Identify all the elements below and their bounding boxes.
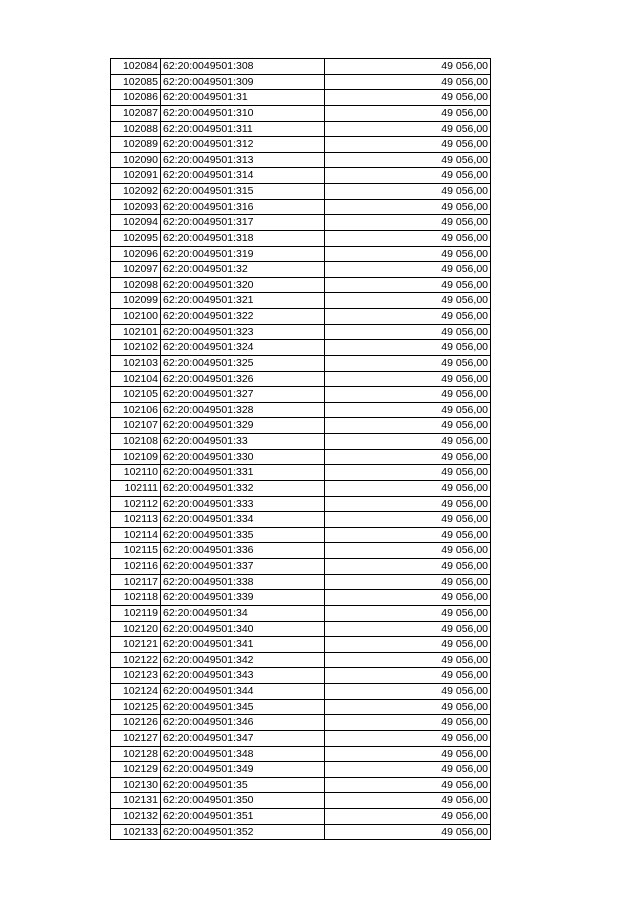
- cadastral-number-cell: 62:20:0049501:314: [161, 168, 325, 184]
- cadastral-number-cell: 62:20:0049501:322: [161, 309, 325, 325]
- cadastral-value-cell: 49 056,00: [325, 199, 491, 215]
- row-number-cell: 102133: [111, 824, 161, 840]
- row-number-cell: 102097: [111, 262, 161, 278]
- cadastral-value-cell: 49 056,00: [325, 793, 491, 809]
- cadastral-number-cell: 62:20:0049501:337: [161, 559, 325, 575]
- row-number-cell: 102088: [111, 121, 161, 137]
- row-number-cell: 102118: [111, 590, 161, 606]
- row-number-cell: 102131: [111, 793, 161, 809]
- cadastral-number-cell: 62:20:0049501:346: [161, 715, 325, 731]
- cadastral-number-cell: 62:20:0049501:308: [161, 59, 325, 75]
- cadastral-value-cell: 49 056,00: [325, 90, 491, 106]
- cadastral-value-cell: 49 056,00: [325, 449, 491, 465]
- row-number-cell: 102119: [111, 605, 161, 621]
- cadastral-value-cell: 49 056,00: [325, 512, 491, 528]
- cadastral-number-cell: 62:20:0049501:316: [161, 199, 325, 215]
- cadastral-number-cell: 62:20:0049501:333: [161, 496, 325, 512]
- cadastral-number-cell: 62:20:0049501:351: [161, 809, 325, 825]
- row-number-cell: 102130: [111, 777, 161, 793]
- cadastral-value-cell: 49 056,00: [325, 387, 491, 403]
- row-number-cell: 102127: [111, 730, 161, 746]
- cadastral-number-cell: 62:20:0049501:328: [161, 402, 325, 418]
- table-row: [111, 324, 491, 340]
- cadastral-value-cell: 49 056,00: [325, 465, 491, 481]
- cadastral-number-cell: 62:20:0049501:352: [161, 824, 325, 840]
- cadastral-value-cell: 49 056,00: [325, 137, 491, 153]
- cadastral-number-cell: 62:20:0049501:327: [161, 387, 325, 403]
- table-row: [111, 746, 491, 762]
- cadastral-number-cell: 62:20:0049501:341: [161, 637, 325, 653]
- table-row: [111, 105, 491, 121]
- row-number-cell: 102126: [111, 715, 161, 731]
- cadastral-number-cell: 62:20:0049501:330: [161, 449, 325, 465]
- cadastral-number-cell: 62:20:0049501:325: [161, 355, 325, 371]
- cadastral-value-cell: 49 056,00: [325, 809, 491, 825]
- cadastral-number-cell: 62:20:0049501:343: [161, 668, 325, 684]
- row-number-cell: 102113: [111, 512, 161, 528]
- cadastral-value-cell: 49 056,00: [325, 699, 491, 715]
- table-row: [111, 465, 491, 481]
- cadastral-number-cell: 62:20:0049501:334: [161, 512, 325, 528]
- table-row: [111, 824, 491, 840]
- row-number-cell: 102098: [111, 277, 161, 293]
- cadastral-number-cell: 62:20:0049501:320: [161, 277, 325, 293]
- table-row: [111, 309, 491, 325]
- table-row: [111, 74, 491, 90]
- cadastral-number-cell: 62:20:0049501:313: [161, 152, 325, 168]
- cadastral-value-cell: 49 056,00: [325, 559, 491, 575]
- cadastral-value-cell: 49 056,00: [325, 277, 491, 293]
- row-number-cell: 102092: [111, 184, 161, 200]
- cadastral-number-cell: 62:20:0049501:348: [161, 746, 325, 762]
- cadastral-value-cell: 49 056,00: [325, 293, 491, 309]
- table-row: [111, 512, 491, 528]
- cadastral-number-cell: 62:20:0049501:347: [161, 730, 325, 746]
- table-row: [111, 559, 491, 575]
- cadastral-number-cell: 62:20:0049501:332: [161, 480, 325, 496]
- table-row: [111, 293, 491, 309]
- cadastral-number-cell: 62:20:0049501:329: [161, 418, 325, 434]
- cadastral-value-cell: 49 056,00: [325, 434, 491, 450]
- row-number-cell: 102121: [111, 637, 161, 653]
- cadastral-value-cell: 49 056,00: [325, 215, 491, 231]
- cadastral-number-cell: 62:20:0049501:323: [161, 324, 325, 340]
- table-row: [111, 184, 491, 200]
- cadastral-number-cell: 62:20:0049501:321: [161, 293, 325, 309]
- cadastral-number-cell: 62:20:0049501:331: [161, 465, 325, 481]
- row-number-cell: 102109: [111, 449, 161, 465]
- cadastral-number-cell: 62:20:0049501:340: [161, 621, 325, 637]
- table-row: [111, 230, 491, 246]
- cadastral-number-cell: 62:20:0049501:324: [161, 340, 325, 356]
- table-row: [111, 715, 491, 731]
- row-number-cell: 102106: [111, 402, 161, 418]
- row-number-cell: 102115: [111, 543, 161, 559]
- table-row: [111, 402, 491, 418]
- cadastral-value-cell: 49 056,00: [325, 324, 491, 340]
- cadastral-value-cell: 49 056,00: [325, 230, 491, 246]
- cadastral-number-cell: 62:20:0049501:349: [161, 762, 325, 778]
- cadastral-value-cell: 49 056,00: [325, 590, 491, 606]
- cadastral-number-cell: 62:20:0049501:35: [161, 777, 325, 793]
- table-row: [111, 355, 491, 371]
- row-number-cell: 102095: [111, 230, 161, 246]
- table-row: [111, 387, 491, 403]
- row-number-cell: 102129: [111, 762, 161, 778]
- table-row: [111, 637, 491, 653]
- cadastral-value-cell: 49 056,00: [325, 168, 491, 184]
- row-number-cell: 102089: [111, 137, 161, 153]
- row-number-cell: 102122: [111, 652, 161, 668]
- cadastral-number-cell: 62:20:0049501:317: [161, 215, 325, 231]
- table-row: [111, 449, 491, 465]
- row-number-cell: 102110: [111, 465, 161, 481]
- row-number-cell: 102101: [111, 324, 161, 340]
- cadastral-number-cell: 62:20:0049501:342: [161, 652, 325, 668]
- cadastral-number-cell: 62:20:0049501:315: [161, 184, 325, 200]
- row-number-cell: 102087: [111, 105, 161, 121]
- cadastral-number-cell: 62:20:0049501:32: [161, 262, 325, 278]
- row-number-cell: 102114: [111, 527, 161, 543]
- cadastral-value-cell: 49 056,00: [325, 777, 491, 793]
- table-row: [111, 652, 491, 668]
- row-number-cell: 102125: [111, 699, 161, 715]
- cadastral-value-cell: 49 056,00: [325, 184, 491, 200]
- table-row: [111, 277, 491, 293]
- table-row: [111, 199, 491, 215]
- table-row: [111, 496, 491, 512]
- cadastral-number-cell: 62:20:0049501:33: [161, 434, 325, 450]
- cadastral-number-cell: 62:20:0049501:318: [161, 230, 325, 246]
- cadastral-value-cell: 49 056,00: [325, 527, 491, 543]
- cadastral-value-cell: 49 056,00: [325, 480, 491, 496]
- table-row: [111, 340, 491, 356]
- row-number-cell: 102104: [111, 371, 161, 387]
- cadastral-value-cell: 49 056,00: [325, 668, 491, 684]
- row-number-cell: 102084: [111, 59, 161, 75]
- table-row: [111, 168, 491, 184]
- row-number-cell: 102102: [111, 340, 161, 356]
- cadastral-value-cell: 49 056,00: [325, 824, 491, 840]
- table-row: [111, 730, 491, 746]
- row-number-cell: 102103: [111, 355, 161, 371]
- table-row: [111, 699, 491, 715]
- cadastral-value-cell: 49 056,00: [325, 496, 491, 512]
- cadastral-number-cell: 62:20:0049501:309: [161, 74, 325, 90]
- table-row: [111, 371, 491, 387]
- cadastral-value-cell: 49 056,00: [325, 309, 491, 325]
- row-number-cell: 102107: [111, 418, 161, 434]
- cadastral-number-cell: 62:20:0049501:310: [161, 105, 325, 121]
- cadastral-number-cell: 62:20:0049501:336: [161, 543, 325, 559]
- table-row: [111, 809, 491, 825]
- table-row: [111, 152, 491, 168]
- table-row: [111, 215, 491, 231]
- cadastral-value-cell: 49 056,00: [325, 574, 491, 590]
- cadastral-value-cell: 49 056,00: [325, 355, 491, 371]
- table-row: [111, 621, 491, 637]
- table-row: [111, 527, 491, 543]
- cadastral-value-cell: 49 056,00: [325, 605, 491, 621]
- cadastral-value-cell: 49 056,00: [325, 637, 491, 653]
- row-number-cell: 102123: [111, 668, 161, 684]
- cadastral-value-cell: 49 056,00: [325, 340, 491, 356]
- table-row: [111, 762, 491, 778]
- row-number-cell: 102100: [111, 309, 161, 325]
- cadastral-number-cell: 62:20:0049501:335: [161, 527, 325, 543]
- cadastral-value-cell: 49 056,00: [325, 730, 491, 746]
- row-number-cell: 102128: [111, 746, 161, 762]
- row-number-cell: 102120: [111, 621, 161, 637]
- cadastral-number-cell: 62:20:0049501:345: [161, 699, 325, 715]
- cadastral-value-cell: 49 056,00: [325, 402, 491, 418]
- cadastral-number-cell: 62:20:0049501:319: [161, 246, 325, 262]
- row-number-cell: 102132: [111, 809, 161, 825]
- table-row: [111, 246, 491, 262]
- cadastral-value-cell: 49 056,00: [325, 746, 491, 762]
- table-row: [111, 777, 491, 793]
- cadastral-value-cell: 49 056,00: [325, 543, 491, 559]
- row-number-cell: 102099: [111, 293, 161, 309]
- row-number-cell: 102112: [111, 496, 161, 512]
- table-row: [111, 543, 491, 559]
- table-body: [111, 59, 491, 840]
- row-number-cell: 102086: [111, 90, 161, 106]
- row-number-cell: 102117: [111, 574, 161, 590]
- cadastral-value-cell: 49 056,00: [325, 652, 491, 668]
- cadastral-value-table: [110, 58, 491, 840]
- cadastral-number-cell: 62:20:0049501:339: [161, 590, 325, 606]
- cadastral-number-cell: 62:20:0049501:350: [161, 793, 325, 809]
- row-number-cell: 102090: [111, 152, 161, 168]
- row-number-cell: 102124: [111, 684, 161, 700]
- row-number-cell: 102085: [111, 74, 161, 90]
- table-row: [111, 418, 491, 434]
- row-number-cell: 102096: [111, 246, 161, 262]
- cadastral-value-cell: 49 056,00: [325, 762, 491, 778]
- cadastral-value-cell: 49 056,00: [325, 74, 491, 90]
- cadastral-value-cell: 49 056,00: [325, 715, 491, 731]
- table-row: [111, 480, 491, 496]
- row-number-cell: 102108: [111, 434, 161, 450]
- table-row: [111, 137, 491, 153]
- cadastral-number-cell: 62:20:0049501:34: [161, 605, 325, 621]
- table-row: [111, 574, 491, 590]
- cadastral-number-cell: 62:20:0049501:344: [161, 684, 325, 700]
- table-row: [111, 262, 491, 278]
- cadastral-value-cell: 49 056,00: [325, 246, 491, 262]
- cadastral-value-cell: 49 056,00: [325, 152, 491, 168]
- table-row: [111, 684, 491, 700]
- table-row: [111, 90, 491, 106]
- row-number-cell: 102111: [111, 480, 161, 496]
- cadastral-value-cell: 49 056,00: [325, 371, 491, 387]
- row-number-cell: 102105: [111, 387, 161, 403]
- table-row: [111, 590, 491, 606]
- table-row: [111, 434, 491, 450]
- table-row: [111, 121, 491, 137]
- table-row: [111, 668, 491, 684]
- cadastral-value-cell: 49 056,00: [325, 59, 491, 75]
- cadastral-number-cell: 62:20:0049501:312: [161, 137, 325, 153]
- cadastral-value-cell: 49 056,00: [325, 621, 491, 637]
- cadastral-value-cell: 49 056,00: [325, 262, 491, 278]
- row-number-cell: 102091: [111, 168, 161, 184]
- table-row: [111, 59, 491, 75]
- cadastral-number-cell: 62:20:0049501:311: [161, 121, 325, 137]
- row-number-cell: 102116: [111, 559, 161, 575]
- row-number-cell: 102094: [111, 215, 161, 231]
- row-number-cell: 102093: [111, 199, 161, 215]
- table-row: [111, 793, 491, 809]
- cadastral-number-cell: 62:20:0049501:326: [161, 371, 325, 387]
- cadastral-value-cell: 49 056,00: [325, 105, 491, 121]
- cadastral-value-cell: 49 056,00: [325, 418, 491, 434]
- cadastral-number-cell: 62:20:0049501:31: [161, 90, 325, 106]
- cadastral-number-cell: 62:20:0049501:338: [161, 574, 325, 590]
- cadastral-value-cell: 49 056,00: [325, 121, 491, 137]
- table-row: [111, 605, 491, 621]
- cadastral-value-cell: 49 056,00: [325, 684, 491, 700]
